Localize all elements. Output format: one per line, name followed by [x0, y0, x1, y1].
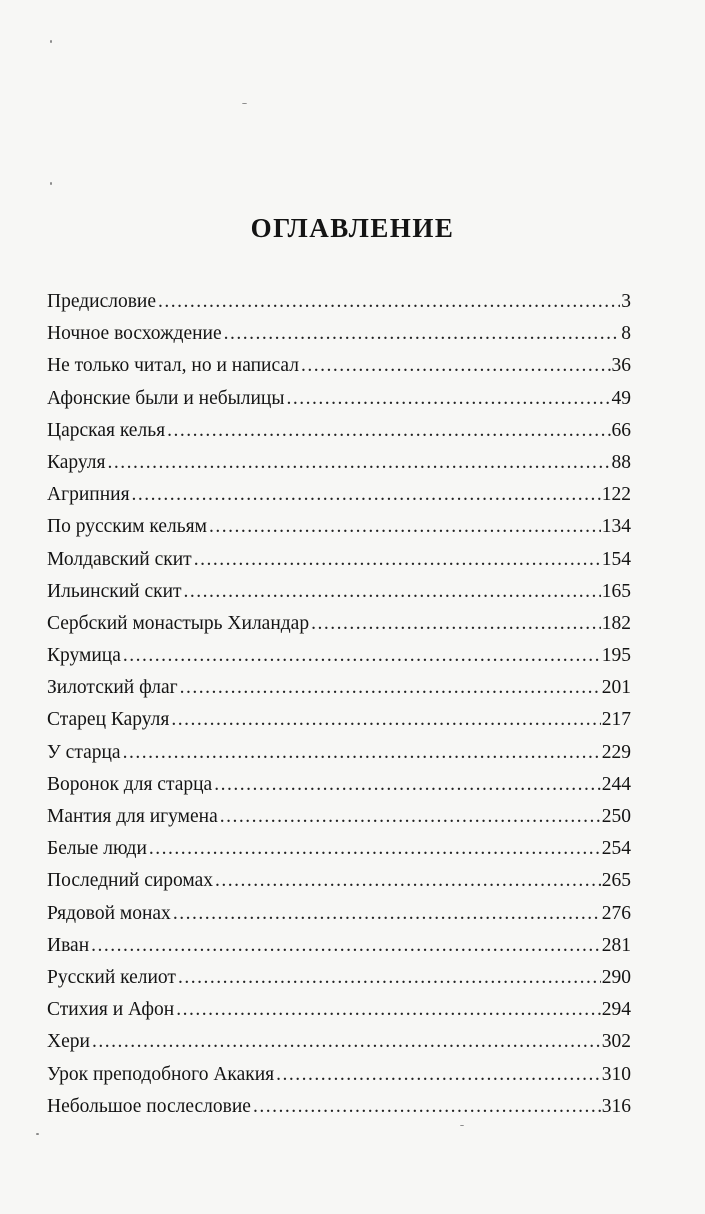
- toc-leader-dots: [224, 318, 621, 350]
- toc-entry: [47, 769, 631, 801]
- toc-entry-title: Урок преподобного Акакия: [47, 1063, 275, 1085]
- toc-entry-page-number: 217: [601, 709, 631, 731]
- toc-entry: [47, 1026, 631, 1058]
- toc-leader-dots: [209, 511, 601, 543]
- toc-entry-title: Воронок для старца: [47, 773, 213, 795]
- toc-entry: [47, 704, 631, 736]
- toc-entry-title: Последний сиромах: [47, 870, 214, 892]
- toc-entry-page-number: 310: [601, 1063, 631, 1085]
- toc-entry-page-number: 88: [611, 451, 631, 473]
- toc-leader-dots: [158, 286, 620, 318]
- toc-entry-title: Царская келья: [47, 419, 166, 441]
- toc-entry-title: Мантия для игумена: [47, 806, 218, 827]
- toc-entry-title: Предисловие: [47, 291, 157, 312]
- toc-entry-title: Ночное восхождение: [47, 323, 222, 345]
- toc-entry: [47, 286, 631, 318]
- toc-leader-dots: [171, 704, 600, 736]
- toc-entry: [47, 898, 631, 930]
- scan-speck: [50, 40, 52, 43]
- toc-leader-dots: [178, 962, 601, 994]
- toc-entry-page-number: 165: [601, 580, 631, 602]
- toc-entry-page-number: 254: [601, 838, 631, 860]
- toc-leader-dots: [167, 415, 610, 447]
- toc-entry-page-number: 201: [601, 677, 631, 699]
- toc-entry-page-number: 290: [601, 966, 631, 988]
- toc-entry: [47, 544, 631, 576]
- toc-entry-title: Иван: [47, 934, 90, 956]
- toc-entry: [47, 994, 631, 1026]
- toc-entry: [47, 576, 631, 608]
- toc-entry: [47, 318, 631, 350]
- scan-speck: [36, 1133, 39, 1135]
- toc-entry-title: Ильинский скит: [47, 580, 182, 602]
- toc-entry-page-number: 134: [601, 516, 631, 538]
- toc-leader-dots: [176, 994, 601, 1026]
- toc-entry: [47, 1059, 631, 1091]
- toc-entry: [47, 865, 631, 897]
- toc-entry-title: Хери: [47, 1031, 90, 1053]
- toc-entry: [47, 640, 631, 672]
- toc-entry-title: Старец Каруля: [47, 709, 170, 731]
- toc-entry: [47, 608, 631, 640]
- toc-entry: [47, 1091, 631, 1123]
- toc-entry-page-number: 182: [601, 612, 631, 634]
- scan-speck: [242, 103, 247, 104]
- scan-speck: [50, 182, 52, 185]
- toc-entry-title: Белые люди: [47, 838, 147, 860]
- toc-leader-dots: [286, 383, 610, 415]
- toc-leader-dots: [132, 479, 601, 511]
- toc-entry-title: Зилотский флаг: [47, 677, 178, 699]
- toc-entry-title: По русским кельям: [47, 516, 207, 538]
- toc-entry-page-number: 229: [601, 741, 631, 763]
- toc-leader-dots: [276, 1059, 601, 1091]
- toc-entry: [47, 833, 631, 865]
- toc-leader-dots: [123, 640, 601, 672]
- toc-entry-title: У старца: [47, 741, 121, 763]
- toc-entry: [47, 962, 631, 994]
- toc-entry-title: Сербский монастырь Хиландар: [47, 612, 310, 634]
- toc-entry-title: Русский келиот: [47, 966, 176, 988]
- toc-entry-page-number: 276: [601, 902, 631, 924]
- toc-entry: [47, 737, 631, 769]
- toc-entry-page-number: 250: [601, 806, 631, 827]
- toc-entry-title: Стихия и Афон: [47, 999, 175, 1021]
- toc-entry: [47, 511, 631, 543]
- toc-entry: [47, 383, 631, 415]
- toc-leader-dots: [91, 930, 601, 962]
- toc-entry-page-number: 36: [611, 355, 631, 377]
- toc-leader-dots: [253, 1091, 601, 1123]
- toc-leader-dots: [311, 608, 601, 640]
- toc-entry: [47, 672, 631, 704]
- toc-entry-title: Каруля: [47, 451, 106, 473]
- toc-entry: [47, 930, 631, 962]
- toc-entry-title: Крумица: [47, 645, 121, 667]
- toc-entry-page-number: 281: [601, 934, 631, 956]
- toc-entry-page-number: 316: [601, 1095, 631, 1117]
- toc-entry: [47, 415, 631, 447]
- toc-leader-dots: [194, 544, 601, 576]
- toc-entry-page-number: 195: [601, 645, 631, 667]
- page-title: ОГЛАВЛЕНИЕ: [250, 213, 455, 243]
- toc-leader-dots: [123, 737, 601, 769]
- toc-entry-title: Афонские были и небылицы: [47, 387, 285, 409]
- toc-entry-page-number: 49: [611, 387, 631, 409]
- toc-entry-title: Не только читал, но и написал: [47, 355, 299, 377]
- toc-entry: [47, 447, 631, 479]
- toc-entry-page-number: 302: [601, 1031, 631, 1053]
- toc-leader-dots: [108, 447, 611, 479]
- toc-leader-dots: [180, 672, 601, 704]
- toc-leader-dots: [214, 769, 601, 801]
- toc-entry: [47, 479, 631, 511]
- toc-entry-page-number: 3: [621, 291, 631, 312]
- toc-entry-page-number: 66: [611, 419, 631, 441]
- toc-entry-page-number: 8: [621, 323, 631, 345]
- toc-leader-dots: [215, 865, 601, 897]
- toc-entry-page-number: 154: [601, 548, 631, 570]
- toc-entry-page-number: 294: [601, 999, 631, 1021]
- toc-entry: [47, 801, 631, 833]
- toc-leader-dots: [220, 801, 601, 833]
- toc-leader-dots: [173, 898, 601, 930]
- toc-entry-title: Молдавский скит: [47, 548, 192, 570]
- toc-entry-title: Рядовой монах: [47, 902, 171, 924]
- table-of-contents: [47, 286, 631, 1123]
- toc-leader-dots: [301, 350, 611, 382]
- toc-leader-dots: [92, 1026, 601, 1058]
- toc-entry: [47, 350, 631, 382]
- toc-entry-title: Небольшое послесловие: [47, 1095, 251, 1117]
- toc-entry-page-number: 265: [601, 870, 631, 892]
- toc-entry-title: Агрипния: [47, 484, 130, 506]
- toc-entry-page-number: 244: [601, 773, 631, 795]
- scan-speck: [460, 1125, 464, 1126]
- toc-leader-dots: [149, 833, 601, 865]
- toc-leader-dots: [184, 576, 601, 608]
- toc-entry-page-number: 122: [601, 484, 631, 506]
